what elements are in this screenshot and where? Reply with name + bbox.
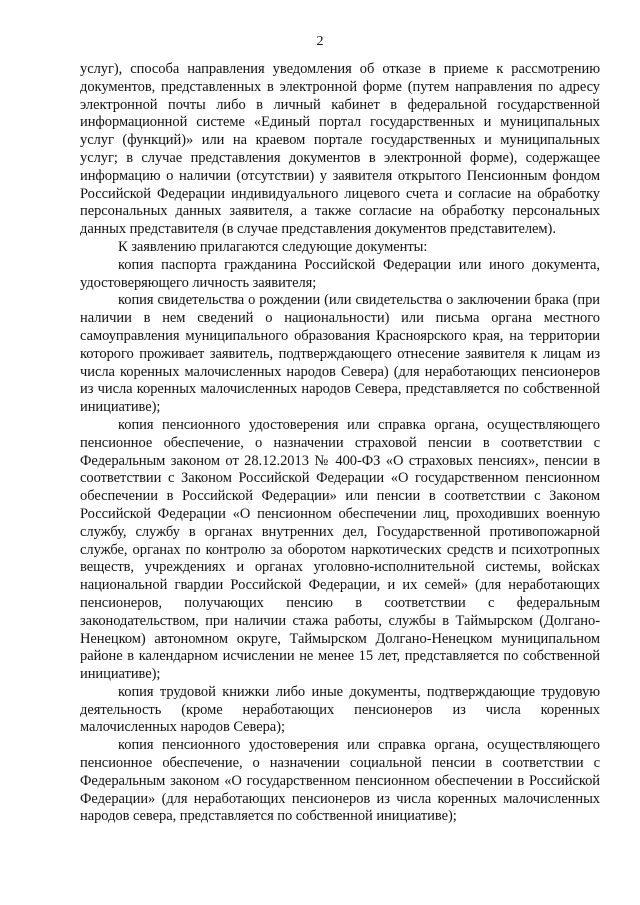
paragraph-attached-documents-intro: К заявлению прилагаются следующие документы: [118, 238, 428, 255]
paragraph-passport-copy: копия паспорта гражданина Российской Федерации или иного документа, удостоверяющего личность заявителя; [80, 256, 600, 291]
document-body [80, 61, 600, 826]
page-number: 2 [316, 34, 324, 49]
paragraph-work-record-book: копия трудовой книжки либо иные документы, подтверждающие трудовую деятельность (кроме неработающих пенсионеров из числа коренных малочисленных народов Севера); [80, 683, 600, 736]
paragraph-application-continuation: услуг), способа направления уведомления об отказе в приеме к рассмотрению документов, представленных в электронной форме (путем направления по адресу электронной почты либо в личный кабинет в федеральной государственной информационной системе «Единый портал государственных и муниципальных услуг (функций)» или на краевом портале государственных и муниципальных услуг; в случае представления документов в электронной форме), содержащее информацию о наличии (отсутствии) у заявителя открытого Пенсионным фондом Российской Федерации индивидуального лицевого счета и согласие на обработку персональных данных заявителя, а также согласие на обработку персональных данных представителя (в случае представления документов представителем). [80, 61, 600, 238]
paragraph-pension-certificate-insurance: копия пенсионного удостоверения или справка органа, осуществляющего пенсионное обеспечение, о назначении страховой пенсии в соответствии с Федеральным законом от 28.12.2013 № 400-ФЗ «О страховых пенсиях», пенсии в соответствии с Законом Российской Федерации «О государственном пенсионном обеспечении в Российской Федерации» или пенсии в соответствии с Законом Российской Федерации «О пенсионном обеспечении лиц, проходивших военную службу, службу в органах внутренних дел, Государственной противопожарной службе, органах по контролю за оборотом наркотических средств и психотропных веществ, учреждениях и органах уголовно-исполнительной системы, войсках национальной гвардии Российской Федерации, и их семей» (для неработающих пенсионеров, получающих пенсию в соответствии с федеральным законодательством, при наличии стажа работы, службы в Таймырском (Долгано-Ненецком) автономном округе, Таймырском Долгано-Ненецком муниципальном районе в календарном исчислении не менее 15 лет, представляется по собственной инициативе); [80, 416, 600, 683]
paragraph-pension-certificate-social: копия пенсионного удостоверения или справка органа, осуществляющего пенсионное обеспечение, о назначении социальной пенсии в соответствии с Федеральным законом «О государственном пенсионном обеспечении в Российской Федерации» (для неработающих пенсионеров из числа коренных малочисленных народов севера, представляется по собственной инициативе); [80, 737, 600, 825]
paragraph-birth-certificate-copy: копия свидетельства о рождении (или свидетельства о заключении брака (при наличии в нем сведений о национальности) или письма органа местного самоуправления муниципального образования Красноярского края, на территории которого проживает заявитель, подтверждающего отнесение заявителя к лицам из числа коренных малочисленных народов Севера) (для неработающих пенсионеров из числа коренных малочисленных народов Севера, представляется по собственной инициативе); [80, 292, 600, 416]
